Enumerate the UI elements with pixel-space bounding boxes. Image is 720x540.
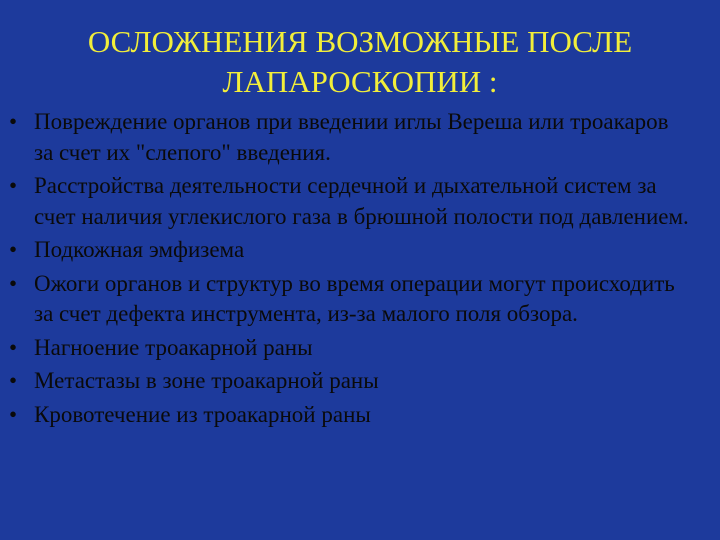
bullet-text: Метастазы в зоне троакарной раны — [34, 368, 379, 393]
slide-title-line-1: ОСЛОЖНЕНИЯ ВОЗМОЖНЫЕ ПОСЛЕ — [87, 24, 633, 59]
bullet-text: Повреждение органов при введении иглы Вереша или троакаров за счет их "слепого" введения. — [34, 109, 669, 165]
slide-title-line-2: ЛАПАРОСКОПИИ : — [222, 64, 498, 99]
bullet-text: Подкожная эмфизема — [34, 237, 245, 262]
slide-title — [0, 22, 720, 102]
bullet-item-bleeding — [0, 400, 720, 431]
bullet-item-cardio-respiratory — [0, 171, 720, 232]
bullet-item-burns — [0, 269, 720, 330]
bullet-text: Кровотечение из троакарной раны — [34, 401, 371, 427]
bullet-marker: • — [8, 368, 18, 393]
bullet-item-needle-injury — [0, 107, 720, 168]
bullet-item-suppuration — [0, 333, 720, 364]
bullet-text: Ожоги органов и структур во время операции могут происходить за счет дефекта инструмента, из-за малого поля обзора. — [34, 270, 675, 326]
bullet-marker: • — [8, 401, 18, 427]
bullet-marker: • — [8, 334, 18, 360]
bullet-item-metastases — [0, 366, 720, 397]
bullet-marker: • — [8, 237, 18, 262]
bullet-text: Расстройства деятельности сердечной и дыхательной систем за счет наличия углекислого газа в брюшной полости под давлением. — [34, 173, 689, 229]
bullet-list — [0, 107, 720, 433]
bullet-item-emphysema — [0, 235, 720, 266]
bullet-marker: • — [8, 173, 18, 198]
bullet-text: Нагноение троакарной раны — [34, 334, 313, 360]
bullet-marker: • — [8, 109, 18, 134]
bullet-marker: • — [8, 270, 18, 296]
